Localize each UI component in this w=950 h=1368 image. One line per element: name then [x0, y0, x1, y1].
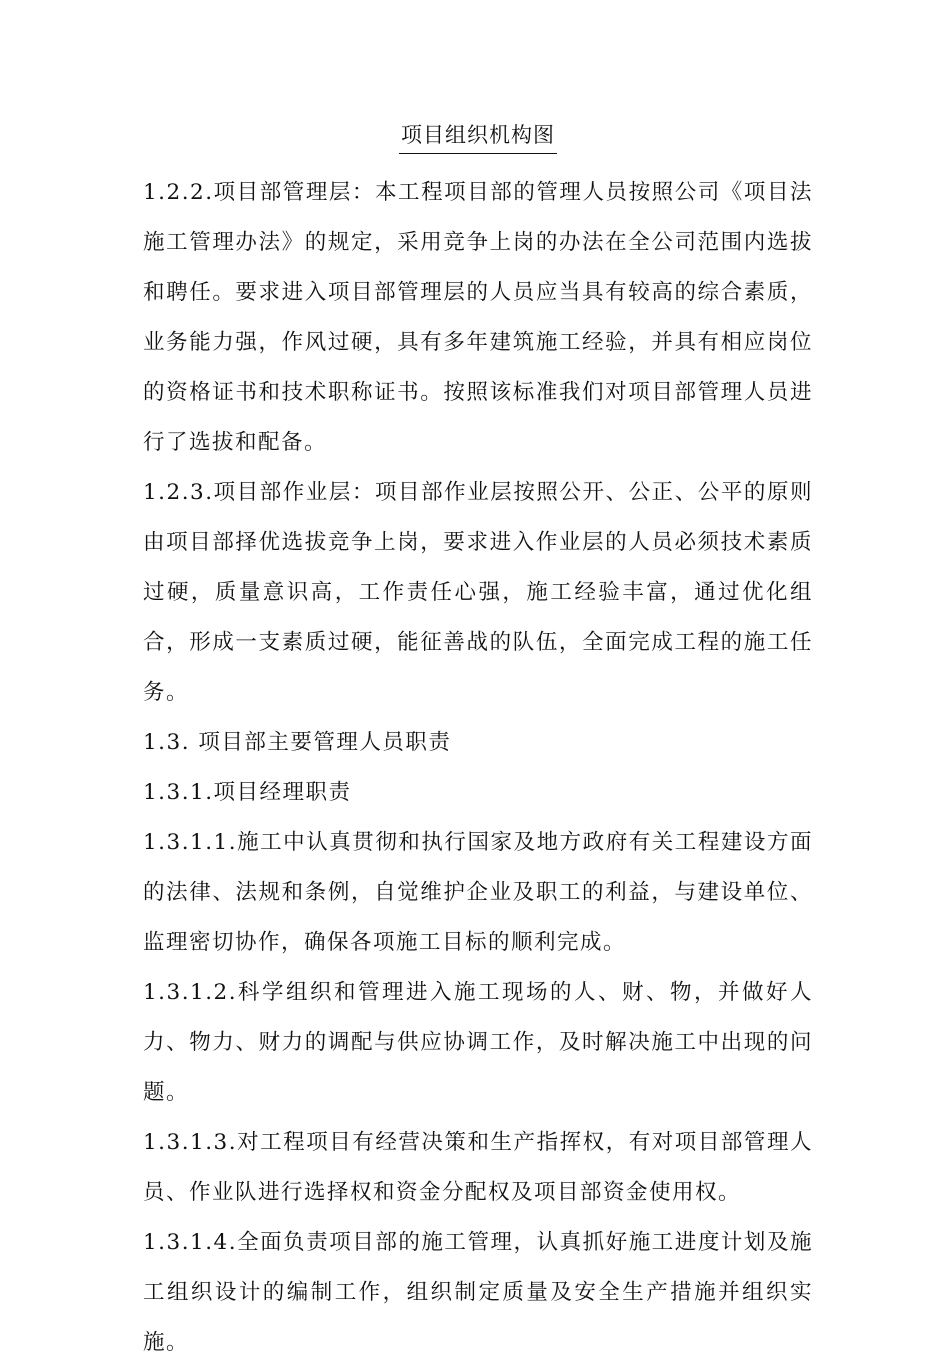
heading-1-3-main-staff-duties: 1.3. 项目部主要管理人员职责 [143, 730, 452, 755]
paragraph-1-3-1-4: 1.3.1.4.全面负责项目部的施工管理，认真抓好施工进度计划及施工组织设计的编制工作，组织制定质量及安全生产措施并组织实施。 [143, 1230, 813, 1355]
paragraph-1-3-1-2: 1.3.1.2.科学组织和管理进入施工现场的人、财、物，并做好人力、物力、财力的调配与供应协调工作，及时解决施工中出现的问题。 [143, 980, 813, 1105]
paragraph-1-3-1-1: 1.3.1.1.施工中认真贯彻和执行国家及地方政府有关工程建设方面的法律、法规和条例，自觉维护企业及职工的利益，与建设单位、监理密切协作，确保各项施工目标的顺利完成。 [143, 830, 813, 955]
paragraph-1-2-2-management-layer: 1.2.2.项目部管理层：本工程项目部的管理人员按照公司《项目法施工管理办法》的规定，采用竞争上岗的办法在全公司范围内选拔和聘任。要求进入项目部管理层的人员应当具有较高的综合素质，业务能力强，作风过硬，具有多年建筑施工经验，并具有相应岗位的资格证书和技术职称证书。按照该标准我们对项目部管理人员进行了选拔和配备。 [143, 180, 813, 455]
heading-1-3-1-project-manager-duties: 1.3.1.项目经理职责 [143, 780, 352, 805]
title-container [143, 118, 813, 154]
document-title: 项目组织机构图 [399, 118, 557, 154]
paragraph-1-3-1-3: 1.3.1.3.对工程项目有经营决策和生产指挥权，有对项目部管理人员、作业队进行选择权和资金分配权及项目部资金使用权。 [143, 1130, 813, 1205]
document-body [143, 118, 813, 1368]
paragraph-1-2-3-work-layer: 1.2.3.项目部作业层：项目部作业层按照公开、公正、公平的原则由项目部择优选拔竞争上岗，要求进入作业层的人员必须技术素质过硬，质量意识高，工作责任心强，施工经验丰富，通过优化组合，形成一支素质过硬，能征善战的队伍，全面完成工程的施工任务。 [143, 480, 813, 705]
